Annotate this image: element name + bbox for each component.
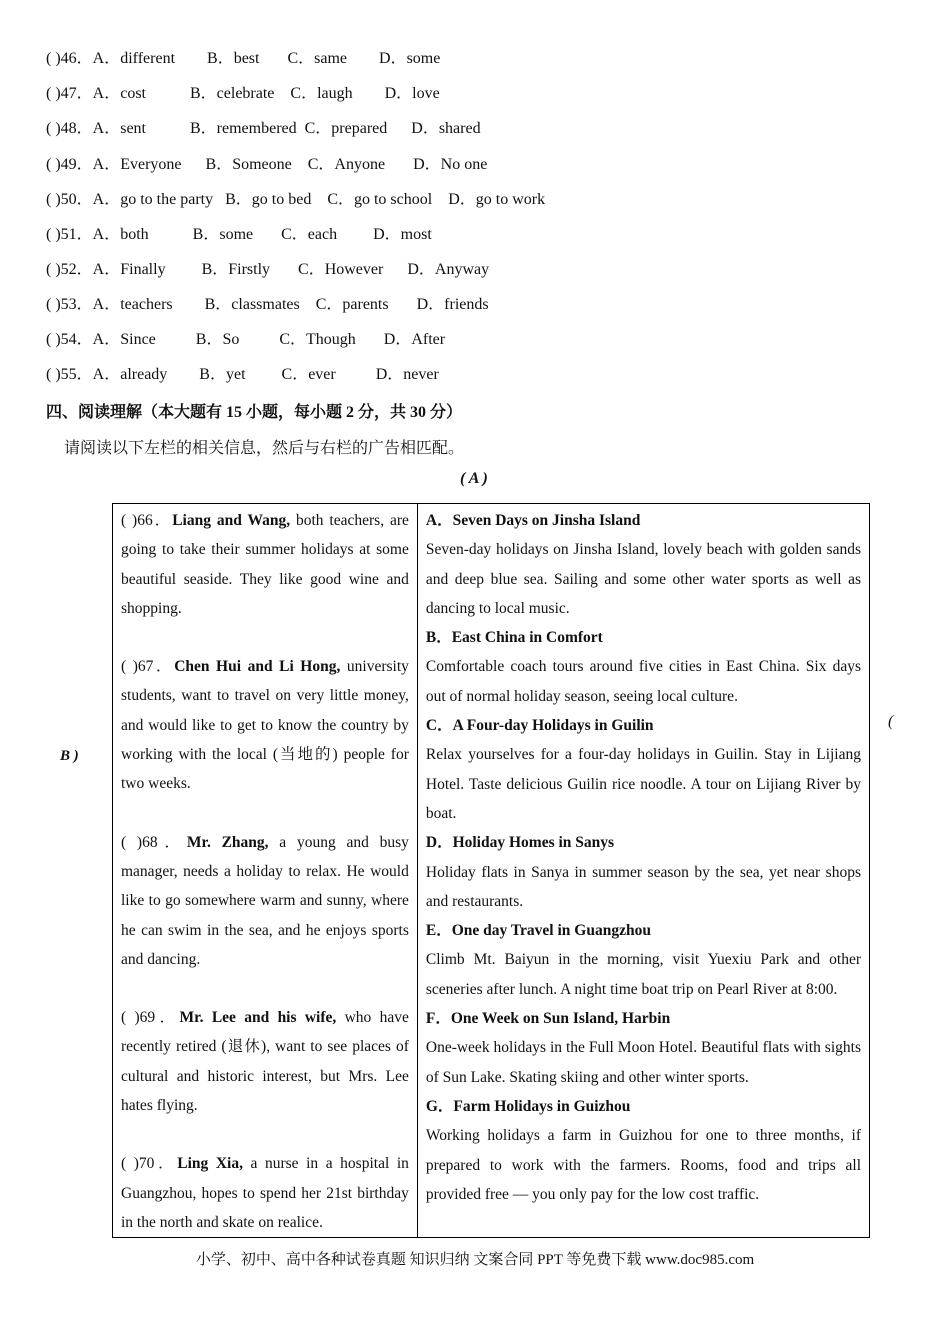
- ad-g: [426, 1092, 861, 1209]
- ad-b: [426, 623, 861, 711]
- ad-title: G．Farm Holidays in Guizhou: [425, 1097, 631, 1115]
- person-name: Mr. Zhang,: [186, 833, 269, 851]
- matching-table: [112, 503, 870, 1238]
- question-number: ( )49．: [46, 156, 93, 173]
- stray-paren: (: [888, 713, 894, 730]
- person-description: a young and busy manager, needs a holiday to relax. He would like to go somewhere warm and sunny, where he can swim in the sea, and he enjoys sports and dancing.: [121, 833, 409, 968]
- person-description: university students, want to travel on very little money, and would like to get to know the country by working with the local (当地的) people for two weeks.: [121, 658, 409, 793]
- answer-blank[interactable]: ( )69．: [121, 1009, 180, 1027]
- answer-blank[interactable]: ( )70．: [121, 1155, 178, 1173]
- question-options: A．different B．best C．same D．some: [92, 50, 441, 67]
- question-52: [46, 260, 489, 280]
- question-options: A．teachers B．classmates C．parents D．friends: [92, 296, 489, 313]
- ad-text: Seven-day holidays on Jinsha Island, lovely beach with golden sands and deep blue sea. Sailing and some other water sports as well as dancing to local music.: [425, 541, 861, 617]
- question-54: [46, 330, 445, 350]
- ad-title: B．East China in Comfort: [425, 629, 603, 647]
- section-instruction: 请阅读以下左栏的相关信息，然后与右栏的广告相匹配。: [64, 440, 465, 457]
- person-item-70: [121, 1149, 409, 1237]
- question-options: A．Since B．So C．Though D．After: [92, 331, 446, 348]
- question-options: A．already B．yet C．ever D．never: [92, 366, 439, 383]
- ads-column: [417, 504, 869, 1238]
- person-description: a nurse in a hospital in Guangzhou, hopes to spend her 21st birthday in the north and skate on realice.: [121, 1155, 409, 1231]
- question-number: ( )53．: [46, 296, 93, 313]
- person-item-67: [121, 652, 409, 798]
- question-46: [46, 49, 440, 69]
- ad-title: E．One day Travel in Guangzhou: [425, 922, 651, 940]
- ad-d: [426, 828, 861, 916]
- answer-blank[interactable]: ( )66．: [121, 512, 173, 529]
- answer-blank[interactable]: ( )68．: [121, 833, 187, 851]
- ad-a: [426, 506, 861, 623]
- ad-title: C．A Four-day Holidays in Guilin: [425, 717, 654, 735]
- question-options: A．Everyone B．Someone C．Anyone D．No one: [92, 156, 488, 173]
- people-column: [113, 504, 418, 1238]
- person-name: Chen Hui and Li Hong,: [174, 658, 341, 676]
- ad-title: F．One Week on Sun Island, Harbin: [425, 1010, 671, 1028]
- question-number: ( )47．: [46, 85, 93, 102]
- question-number: ( )50．: [46, 191, 93, 208]
- ad-e: [426, 916, 861, 1004]
- person-name: Mr. Lee and his wife,: [179, 1009, 337, 1027]
- question-51: [46, 225, 432, 245]
- question-number: ( )51．: [46, 226, 93, 243]
- person-description: both teachers, are going to take their summer holidays at some beautiful seaside. They like good wine and shopping.: [121, 512, 409, 617]
- question-options: A．Finally B．Firstly C．However D．Anyway: [92, 261, 490, 278]
- section-heading: 四、阅读理解（本大题有 15 小题，每小题 2 分，共 30 分）: [46, 404, 463, 421]
- ad-text: Working holidays a farm in Guizhou for one to three months, if prepared to work with the farmers. Rooms, food and trips all provided free — you only pay for the low cost traffic.: [425, 1127, 861, 1203]
- question-number: ( )55．: [46, 366, 93, 383]
- question-48: [46, 119, 481, 139]
- question-49: [46, 155, 487, 175]
- question-number: ( )46．: [46, 50, 93, 67]
- person-name: Liang and Wang,: [172, 512, 291, 529]
- answer-blank[interactable]: ( )67．: [121, 658, 175, 676]
- question-number: ( )48．: [46, 120, 93, 137]
- person-item-69: [121, 1003, 409, 1120]
- person-name: Ling Xia,: [177, 1155, 243, 1173]
- ad-text: Holiday flats in Sanya in summer season by the sea, yet near shops and restaurants.: [425, 863, 861, 910]
- person-description: who have recently retired (退休), want to see places of cultural and historic interest, but Mrs. Lee hates flying.: [121, 1009, 409, 1115]
- question-50: [46, 190, 545, 210]
- ad-c: [426, 711, 861, 828]
- question-options: A．go to the party B．go to bed C．go to school D．go to work: [92, 191, 546, 208]
- question-55: [46, 365, 439, 385]
- ad-f: [426, 1004, 861, 1092]
- ad-text: Climb Mt. Baiyun in the morning, visit Yuexiu Park and other sceneries after lunch. A night time boat trip on Pearl River at 8:00.: [425, 951, 861, 998]
- part-label-a: ( A ): [460, 470, 488, 487]
- page-footer: 小学、初中、高中各种试卷真题 知识归纳 文案合同 PPT 等免费下载 www.doc985.com: [195, 1252, 755, 1268]
- question-53: [46, 295, 489, 315]
- ad-title: A．Seven Days on Jinsha Island: [425, 512, 641, 529]
- person-item-68: [121, 828, 409, 974]
- ad-text: Relax yourselves for a four-day holidays in Guilin. Stay in Lijiang Hotel. Taste delicious Guilin rice noodle. A tour on Lijiang River by boat.: [425, 746, 861, 822]
- part-label-b: B ): [60, 748, 79, 764]
- question-options: A．cost B．celebrate C．laugh D．love: [92, 85, 440, 102]
- ad-text: Comfortable coach tours around five cities in East China. Six days out of normal holiday season, seeing local culture.: [425, 658, 861, 705]
- question-47: [46, 84, 440, 104]
- question-options: A．sent B．remembered C．prepared D．shared: [92, 120, 481, 137]
- question-number: ( )54．: [46, 331, 93, 348]
- ad-text: One-week holidays in the Full Moon Hotel. Beautiful flats with sights of Sun Lake. Skating skiing and other winter sports.: [425, 1039, 861, 1086]
- question-number: ( )52．: [46, 261, 93, 278]
- ad-title: D．Holiday Homes in Sanys: [425, 834, 615, 852]
- question-options: A．both B．some C．each D．most: [92, 226, 432, 243]
- person-item-66: [121, 506, 409, 623]
